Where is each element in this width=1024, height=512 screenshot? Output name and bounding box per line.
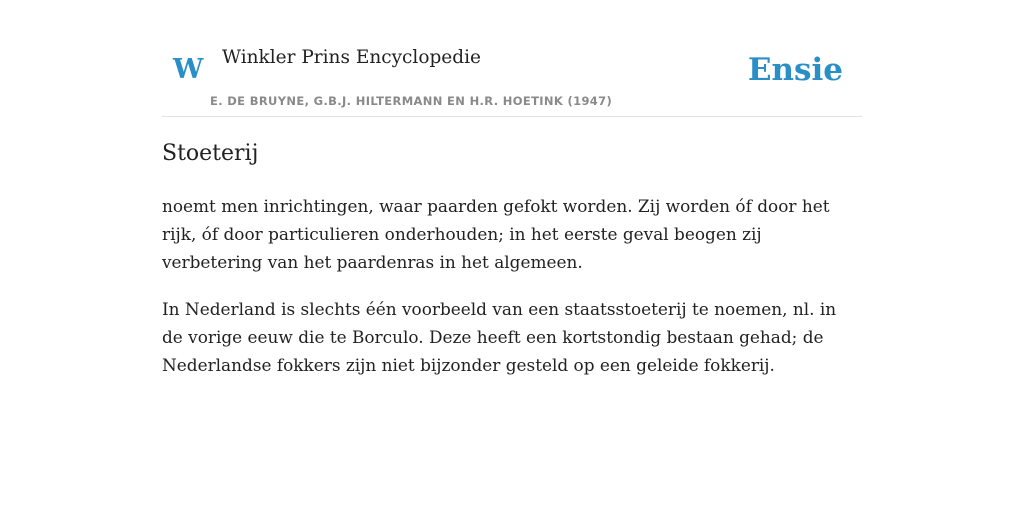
source-header xyxy=(162,0,862,117)
ensie-brand-link[interactable]: Ensie xyxy=(747,52,843,88)
winkler-prins-logo[interactable]: W xyxy=(173,54,204,85)
article-title: Stoeterij xyxy=(162,141,259,166)
article-paragraph: In Nederland is slechts één voorbeeld van een staatsstoeterij te noemen, nl. in de vorige eeuw die te Borculo. Deze heeft een kortstondig bestaan gehad; de Nederlandse fokkers zijn niet bijzonder gesteld op een geleide fokkerij. xyxy=(162,299,837,375)
book-title[interactable]: Winkler Prins Encyclopedie xyxy=(222,47,481,68)
article-paragraph: noemt men inrichtingen, waar paarden gefokt worden. Zij worden óf door het rijk, óf door particulieren onderhouden; in het eerste geval beogen zij verbetering van het paardenras in het algemeen. xyxy=(162,196,830,272)
book-authors: E. DE BRUYNE, G.B.J. HILTERMANN EN H.R. HOETINK (1947) xyxy=(210,94,613,108)
article xyxy=(162,136,862,398)
article-body xyxy=(162,192,862,379)
